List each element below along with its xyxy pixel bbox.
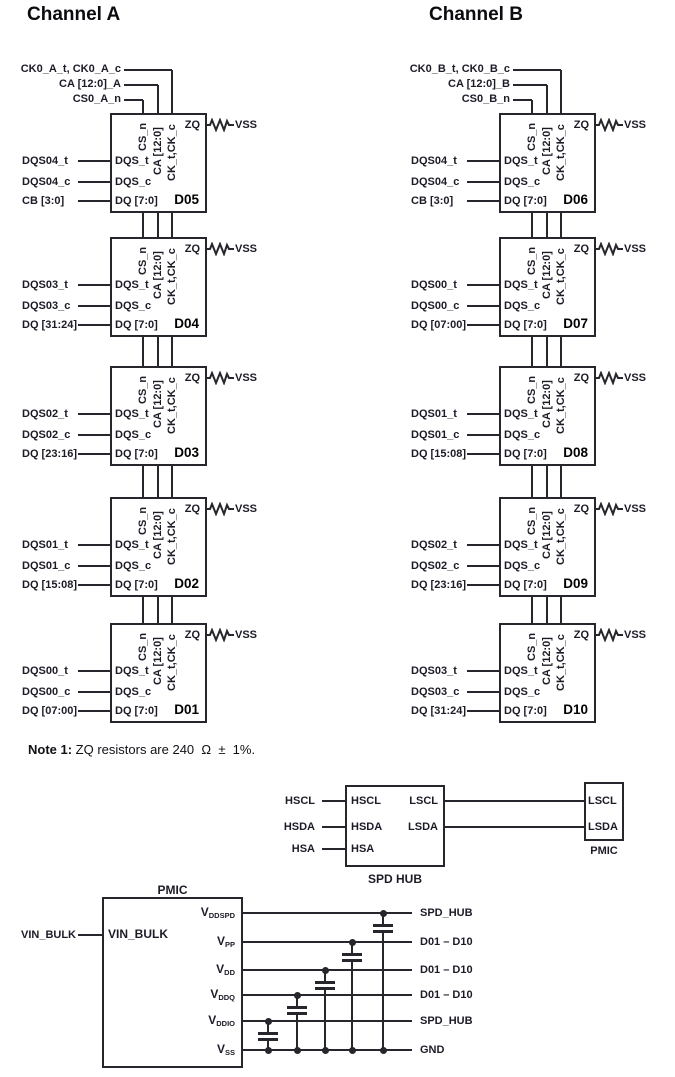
junction-dot (322, 967, 329, 974)
external-signal-label: DQ [31:24] (411, 705, 467, 717)
pmic-pin-main: V (200, 905, 209, 919)
chip-pin-rotated: CK_t,CK_c (555, 124, 567, 181)
vss-net-label: VSS (624, 119, 647, 131)
zq-pin-label: ZQ (573, 243, 589, 255)
pmic-pin-main: V (216, 934, 225, 948)
chip-pin-left: DQS_t (115, 539, 149, 551)
signal-wire (467, 181, 499, 183)
chip-name: D01 (174, 702, 199, 717)
signal-wire (467, 284, 499, 286)
signal-wire (78, 710, 110, 712)
signal-wire (467, 324, 499, 326)
external-signal-label: DQS00_t (22, 665, 68, 677)
chip-pin-rotated: CK_t,CK_c (166, 634, 178, 691)
chip-pin-left: DQ [7:0] (504, 705, 547, 717)
chip-pin-left: DQS_t (115, 279, 149, 291)
bus-wire (531, 211, 533, 239)
capacitor-plate (342, 953, 362, 956)
zq-pin-label: ZQ (184, 629, 200, 641)
bus-wire (142, 464, 144, 499)
chip-pin-left: DQS_t (504, 155, 538, 167)
spd-hub-caption: SPD HUB (367, 872, 422, 886)
top-signal-label: CA [12:0]_A (59, 78, 121, 90)
chip-name: D06 (563, 192, 588, 207)
pmic-output-pin (163, 987, 235, 1005)
bus-wire (157, 464, 159, 499)
chip-pin-rotated: CK_t,CK_c (555, 377, 567, 434)
bus-wire (157, 335, 159, 368)
spd-hub-to-pmic-wire (445, 826, 584, 828)
vss-net-label: VSS (235, 243, 258, 255)
chip-pin-left: DQS_c (115, 300, 152, 312)
chip-pin-rotated: CA [12:0] (152, 637, 164, 685)
external-signal-label: DQS04_c (22, 176, 71, 188)
chip-name: D09 (563, 576, 588, 591)
external-signal-label: DQS01_c (22, 560, 71, 572)
pmic-right-caption: PMIC (590, 845, 618, 857)
spd-hub-input-wire (322, 848, 345, 850)
chip-name: D03 (174, 445, 199, 460)
vin-bulk-external-label: VIN_BULK (20, 929, 76, 941)
chip-pin-left: DQS_c (115, 429, 152, 441)
chip-name: D10 (563, 702, 588, 717)
chip-name: D05 (174, 192, 199, 207)
external-signal-label: DQS03_t (411, 665, 457, 677)
signal-wire (78, 434, 110, 436)
vss-net-label: VSS (235, 119, 258, 131)
signal-wire (467, 453, 499, 455)
chip-pin-left: DQS_c (504, 300, 541, 312)
signal-wire (78, 565, 110, 567)
chip-pin-rotated: CK_t,CK_c (166, 508, 178, 565)
spd-hub-input-wire (322, 826, 345, 828)
chip-pin-rotated: CS_n (526, 632, 538, 661)
pmic-rail-wire (243, 941, 412, 943)
zq-pin-label: ZQ (573, 119, 589, 131)
external-signal-label: DQ [15:08] (411, 448, 467, 460)
chip-pin-left: DQS_c (504, 560, 541, 572)
zq-resistor-icon (595, 371, 623, 385)
pmic-net-label: SPD_HUB (420, 907, 473, 919)
signal-wire (467, 544, 499, 546)
chip-pin-left: DQS_c (504, 429, 541, 441)
chip-name: D07 (563, 316, 588, 331)
pmic-rail-wire (243, 912, 412, 914)
capacitor-plate (258, 1032, 278, 1035)
chip-pin-left: DQ [7:0] (504, 579, 547, 591)
vss-net-label: VSS (235, 503, 258, 515)
note-label: Note 1: (28, 742, 73, 757)
signal-wire (78, 200, 110, 202)
bus-wire (560, 595, 562, 625)
chip-pin-rotated: CA [12:0] (152, 251, 164, 299)
chip-pin-rotated: CA [12:0] (541, 637, 553, 685)
vin-bulk-pin: VIN_BULK (108, 927, 169, 941)
external-signal-label: DQS01_c (411, 429, 460, 441)
signal-wire (467, 584, 499, 586)
chip-pin-left: DQ [7:0] (504, 319, 547, 331)
pmic-rail-wire (243, 1049, 412, 1051)
pmic-pin-main: V (210, 987, 219, 1001)
pmic-output-pin (163, 1013, 235, 1031)
top-signal-label: CK0_A_t, CK0_A_c (20, 63, 121, 75)
zq-resistor-icon (206, 371, 234, 385)
external-signal-label: DQS04_t (22, 155, 68, 167)
external-signal-label: DQS01_t (22, 539, 68, 551)
pmic-pin-main: V (216, 1042, 225, 1056)
signal-wire (78, 453, 110, 455)
chip-pin-rotated: CK_t,CK_c (555, 634, 567, 691)
chip-pin-left: DQ [7:0] (504, 195, 547, 207)
external-signal-label: DQS03_c (411, 686, 460, 698)
pmic-caption: PMIC (157, 883, 188, 897)
chip-pin-rotated: CK_t,CK_c (166, 377, 178, 434)
external-signal-label: CB [3:0] (411, 195, 454, 207)
external-signal-label: DQS02_c (411, 560, 460, 572)
bus-wire (560, 335, 562, 368)
signal-wire (467, 565, 499, 567)
top-signal-label: CA [12:0]_B (448, 78, 510, 90)
bus-wire (142, 211, 144, 239)
signal-wire (78, 160, 110, 162)
vss-net-label: VSS (624, 629, 647, 641)
junction-dot (265, 1018, 272, 1025)
chip-pin-rotated: CS_n (526, 506, 538, 535)
signal-wire (467, 434, 499, 436)
chip-pin-left: DQS_t (504, 408, 538, 420)
pmic-pin-subscript: DDQ (218, 993, 235, 1002)
chip-pin-rotated: CA [12:0] (152, 380, 164, 428)
chip-name: D02 (174, 576, 199, 591)
spd-hub-input-label: HSCL (285, 795, 315, 807)
signal-wire (78, 670, 110, 672)
chip-pin-rotated: CS_n (526, 122, 538, 151)
chip-name: D08 (563, 445, 588, 460)
spd-hub-pin-left: HSDA (351, 821, 383, 833)
spd-hub-input-label: HSDA (283, 821, 315, 833)
zq-pin-label: ZQ (184, 503, 200, 515)
pmic-rail-wire (243, 994, 412, 996)
chip-pin-left: DQS_t (115, 665, 149, 677)
spd-hub-to-pmic-wire (445, 800, 584, 802)
zq-resistor-icon (206, 502, 234, 516)
zq-resistor-icon (595, 242, 623, 256)
pmic-pin-subscript: PP (224, 940, 235, 949)
chip-pin-rotated: CA [12:0] (152, 127, 164, 175)
bus-wire (171, 211, 173, 239)
signal-wire (78, 544, 110, 546)
top-signal-wire (157, 85, 159, 115)
bus-wire (531, 335, 533, 368)
pmic-net-label: GND (420, 1044, 445, 1056)
capacitor-plate (287, 1006, 307, 1009)
spd-hub-pin-right: LSCL (409, 795, 438, 807)
top-signal-wire (513, 84, 547, 86)
signal-wire (78, 181, 110, 183)
chip-pin-rotated: CK_t,CK_c (166, 124, 178, 181)
chip-pin-rotated: CK_t,CK_c (555, 248, 567, 305)
signal-wire (78, 413, 110, 415)
bus-wire (171, 335, 173, 368)
chip-pin-rotated: CA [12:0] (541, 251, 553, 299)
signal-wire (467, 710, 499, 712)
external-signal-label: DQS04_c (411, 176, 460, 188)
chip-pin-left: DQS_c (115, 686, 152, 698)
top-signal-wire (560, 70, 562, 115)
note-body: ZQ resistors are 240 Ω ± 1%. (72, 742, 256, 757)
junction-dot (294, 992, 301, 999)
chip-pin-left: DQ [7:0] (115, 448, 158, 460)
signal-wire (467, 200, 499, 202)
chip-pin-rotated: CS_n (526, 246, 538, 275)
chip-pin-left: DQ [7:0] (115, 705, 158, 717)
pmic-pin-subscript: DDIO (216, 1019, 235, 1028)
chip-pin-left: DQS_c (504, 176, 541, 188)
chip-pin-left: DQS_t (504, 279, 538, 291)
zq-resistor-icon (595, 118, 623, 132)
top-signal-wire (513, 69, 561, 71)
zq-pin-label: ZQ (573, 372, 589, 384)
signal-wire (78, 305, 110, 307)
chip-pin-rotated: CK_t,CK_c (555, 508, 567, 565)
zq-resistor-icon (206, 242, 234, 256)
chip-pin-left: DQS_c (115, 560, 152, 572)
vss-net-label: VSS (624, 243, 647, 255)
spd-hub-input-label: HSA (291, 843, 315, 855)
external-signal-label: DQS04_t (411, 155, 457, 167)
chip-pin-left: DQ [7:0] (504, 448, 547, 460)
chip-pin-left: DQS_t (115, 408, 149, 420)
bus-wire (142, 335, 144, 368)
signal-wire (78, 691, 110, 693)
chip-pin-rotated: CS_n (137, 122, 149, 151)
pmic-pin-subscript: DDSPD (208, 911, 235, 920)
channel-title: Channel B (429, 4, 523, 25)
bus-wire (531, 464, 533, 499)
zq-resistor-icon (206, 118, 234, 132)
bus-wire (531, 595, 533, 625)
external-signal-label: DQ [07:00] (411, 319, 467, 331)
bus-wire (157, 211, 159, 239)
capacitor-plate (315, 981, 335, 984)
external-signal-label: DQ [07:00] (22, 705, 78, 717)
top-signal-wire (124, 69, 172, 71)
chip-pin-left: DQS_c (504, 686, 541, 698)
chip-pin-rotated: CS_n (137, 375, 149, 404)
bus-wire (157, 595, 159, 625)
pmic-pin-main: V (208, 1013, 217, 1027)
top-signal-wire (546, 85, 548, 115)
spd-hub-pin-left: HSCL (351, 795, 381, 807)
signal-wire (467, 691, 499, 693)
pmic-right-pin: LSCL (588, 795, 617, 807)
bus-wire (142, 595, 144, 625)
pmic-output-pin (163, 962, 235, 980)
signal-wire (78, 324, 110, 326)
external-signal-label: DQS00_c (22, 686, 71, 698)
signal-wire (78, 584, 110, 586)
chip-pin-left: DQS_t (115, 155, 149, 167)
chip-pin-left: DQS_t (504, 665, 538, 677)
chip-name: D04 (174, 316, 199, 331)
external-signal-label: DQS03_c (22, 300, 71, 312)
zq-resistor-icon (206, 628, 234, 642)
chip-pin-rotated: CK_t,CK_c (166, 248, 178, 305)
chip-pin-left: DQ [7:0] (115, 195, 158, 207)
zq-pin-label: ZQ (184, 243, 200, 255)
pmic-right-pin: LSDA (588, 821, 618, 833)
top-signal-label: CS0_A_n (72, 93, 121, 105)
chip-pin-left: DQ [7:0] (115, 319, 158, 331)
top-signal-wire (124, 84, 158, 86)
signal-wire (78, 284, 110, 286)
zq-resistor-icon (595, 502, 623, 516)
vss-net-label: VSS (235, 629, 258, 641)
spd-hub-pin-left: HSA (351, 843, 375, 855)
external-signal-label: DQ [15:08] (22, 579, 78, 591)
external-signal-label: DQ [23:16] (411, 579, 467, 591)
pmic-net-label: SPD_HUB (420, 1015, 473, 1027)
vss-net-label: VSS (624, 503, 647, 515)
chip-pin-rotated: CS_n (137, 506, 149, 535)
spd-hub-input-wire (322, 800, 345, 802)
bus-wire (546, 464, 548, 499)
signal-wire (467, 305, 499, 307)
bus-wire (546, 211, 548, 239)
external-signal-label: DQS02_c (22, 429, 71, 441)
chip-pin-left: DQS_c (115, 176, 152, 188)
chip-pin-rotated: CA [12:0] (541, 127, 553, 175)
pmic-output-pin (163, 905, 235, 923)
external-signal-label: DQS02_t (22, 408, 68, 420)
external-signal-label: DQS00_t (411, 279, 457, 291)
pmic-net-label: D01 – D10 (420, 964, 473, 976)
external-signal-label: DQS00_c (411, 300, 460, 312)
external-signal-label: DQ [31:24] (22, 319, 78, 331)
external-signal-label: DQ [23:16] (22, 448, 78, 460)
zq-pin-label: ZQ (184, 119, 200, 131)
capacitor-lead (351, 962, 353, 1050)
pmic-output-pin (163, 1042, 235, 1060)
spd-hub-pin-right: LSDA (408, 821, 438, 833)
signal-wire (467, 160, 499, 162)
chip-pin-rotated: CS_n (137, 632, 149, 661)
top-signal-label: CS0_B_n (461, 93, 510, 105)
bus-wire (560, 211, 562, 239)
pmic-net-label: D01 – D10 (420, 989, 473, 1001)
top-signal-wire (513, 99, 532, 101)
bus-wire (546, 335, 548, 368)
bus-wire (546, 595, 548, 625)
capacitor-lead (382, 933, 384, 1050)
chip-pin-rotated: CA [12:0] (541, 511, 553, 559)
signal-wire (467, 413, 499, 415)
pmic-pin-subscript: SS (224, 1048, 235, 1057)
pmic-net-label: D01 – D10 (420, 936, 473, 948)
signal-wire (467, 670, 499, 672)
external-signal-label: DQS02_t (411, 539, 457, 551)
zq-pin-label: ZQ (184, 372, 200, 384)
zq-pin-label: ZQ (573, 629, 589, 641)
channel-title: Channel A (27, 4, 121, 25)
chip-pin-left: DQ [7:0] (115, 579, 158, 591)
note-text (28, 742, 255, 757)
vin-bulk-wire (78, 934, 102, 936)
chip-pin-rotated: CA [12:0] (152, 511, 164, 559)
zq-resistor-icon (595, 628, 623, 642)
external-signal-label: DQS01_t (411, 408, 457, 420)
capacitor-plate (373, 924, 393, 927)
bus-wire (560, 464, 562, 499)
bus-wire (171, 595, 173, 625)
pmic-output-pin (163, 934, 235, 952)
top-signal-wire (171, 70, 173, 115)
junction-dot (380, 910, 387, 917)
chip-pin-left: DQS_t (504, 539, 538, 551)
top-signal-wire (124, 99, 143, 101)
external-signal-label: CB [3:0] (22, 195, 65, 207)
chip-pin-rotated: CA [12:0] (541, 380, 553, 428)
top-signal-label: CK0_B_t, CK0_B_c (409, 63, 510, 75)
vss-net-label: VSS (624, 372, 647, 384)
bus-wire (171, 464, 173, 499)
pmic-pin-subscript: DD (224, 968, 235, 977)
chip-pin-rotated: CS_n (137, 246, 149, 275)
external-signal-label: DQS03_t (22, 279, 68, 291)
vss-net-label: VSS (235, 372, 258, 384)
pmic-pin-main: V (216, 962, 225, 976)
junction-dot (349, 939, 356, 946)
chip-pin-rotated: CS_n (526, 375, 538, 404)
zq-pin-label: ZQ (573, 503, 589, 515)
